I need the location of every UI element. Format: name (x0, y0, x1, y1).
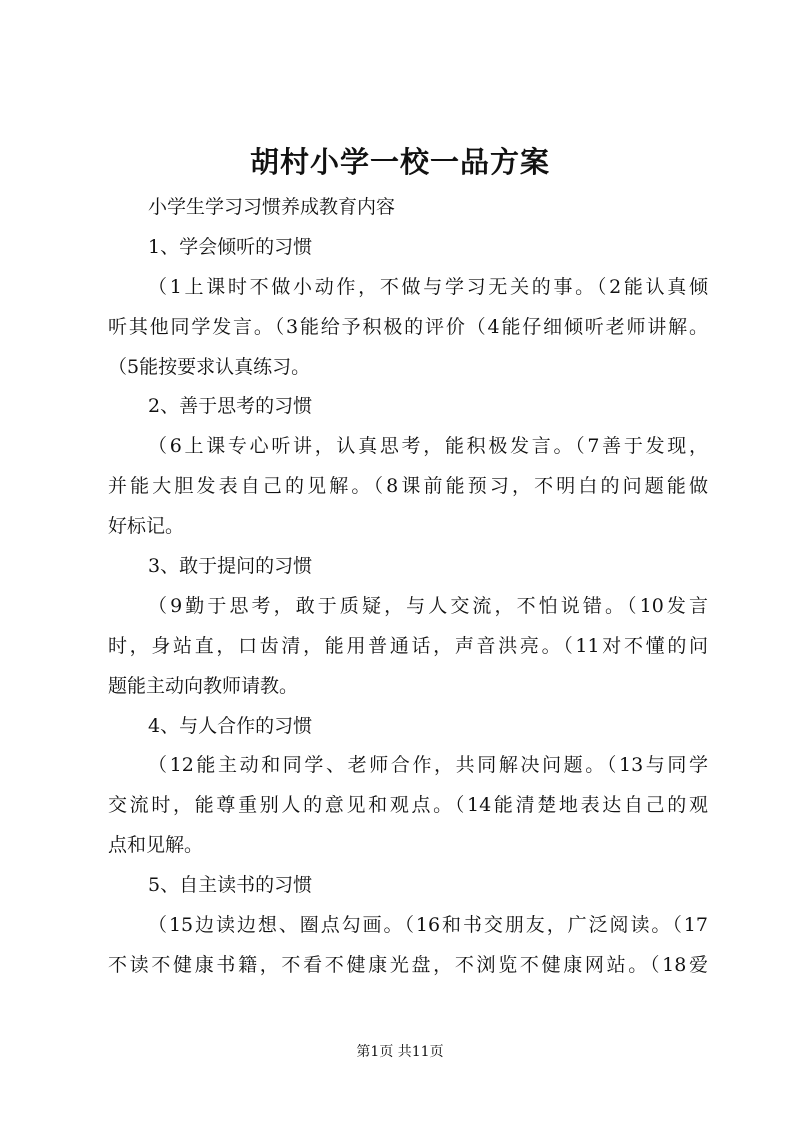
paragraph-line: （5能按要求认真练习。 (108, 355, 311, 378)
paragraph-line: 时，身站直，口齿清，能用普通话，声音洪亮。（11对不懂的问 (108, 634, 708, 657)
paragraph-line: （12能主动和同学、老师合作，共同解决问题。（13与同学 (148, 754, 708, 777)
document-body (108, 188, 708, 986)
document-title: 胡村小学一校一品方案 (249, 145, 550, 179)
section-heading: 小学生学习习惯养成教育内容 (148, 196, 396, 218)
paragraph-line: 不读不健康书籍，不看不健康光盘，不浏览不健康网站。（18爱 (108, 953, 708, 976)
paragraph-line: 听其他同学发言。（3能给予积极的评价（4能仔细倾听老师讲解。 (108, 315, 708, 338)
paragraph-line: 好标记。 (108, 515, 185, 538)
paragraph-line: 交流时，能尊重别人的意见和观点。（14能清楚地表达自己的观 (108, 794, 708, 817)
paragraph-line: 点和见解。 (108, 834, 204, 857)
paragraph-line: （1上课时不做小动作，不做与学习无关的事。（2能认真倾 (148, 275, 708, 298)
habit-heading-2: 2、善于思考的习惯 (148, 395, 313, 418)
paragraph-line: （9勤于思考，敢于质疑，与人交流，不怕说错。（10发言 (148, 594, 708, 617)
paragraph-line: （15边读边想、圈点勾画。（16和书交朋友，广泛阅读。（17 (148, 914, 708, 937)
habit-heading-1: 1、学会倾听的习惯 (148, 235, 313, 258)
habit-heading-3: 3、敢于提问的习惯 (148, 555, 313, 578)
page-number-footer: 第1页 共11页 (356, 1044, 444, 1060)
paragraph-line: （6上课专心听讲，认真思考，能积极发言。（7善于发现， (148, 435, 708, 458)
habit-heading-4: 4、与人合作的习惯 (148, 714, 313, 737)
paragraph-line: 题能主动向教师请教。 (108, 674, 299, 697)
paragraph-line: 并能大胆发表自己的见解。（8课前能预习，不明白的问题能做 (108, 475, 708, 498)
habit-heading-5: 5、自主读书的习惯 (148, 874, 313, 897)
